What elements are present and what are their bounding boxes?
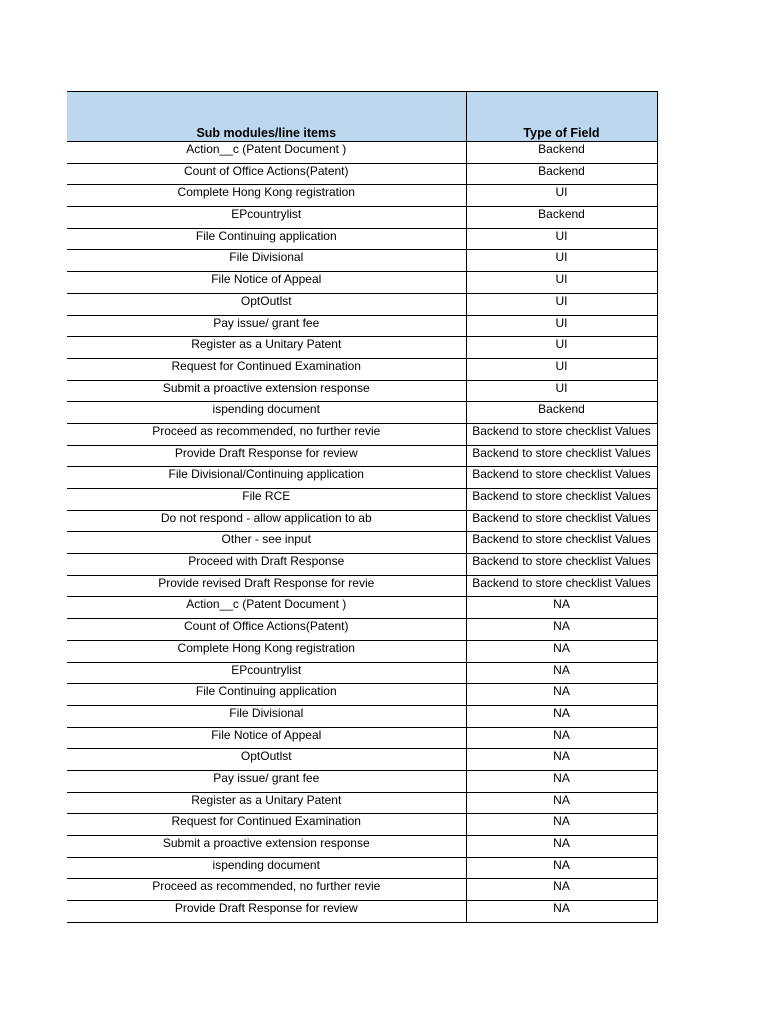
- field-type-cell: UI: [466, 380, 657, 402]
- sub-module-cell: Provide Draft Response for review: [67, 445, 466, 467]
- field-type-cell: NA: [466, 749, 657, 771]
- field-type-cell: Backend to store checklist Values: [466, 532, 657, 554]
- field-type-cell: UI: [466, 228, 657, 250]
- table-row: [67, 619, 657, 641]
- sub-module-cell: Request for Continued Examination: [67, 358, 466, 380]
- table-row: [67, 662, 657, 684]
- table-row: [67, 337, 657, 359]
- table-row: [67, 467, 657, 489]
- table-row: [67, 705, 657, 727]
- sub-module-cell: Action__c (Patent Document ): [67, 142, 466, 164]
- field-type-cell: NA: [466, 792, 657, 814]
- table-row: [67, 836, 657, 858]
- sub-module-cell: Do not respond - allow application to ab: [67, 510, 466, 532]
- table-row: [67, 228, 657, 250]
- table-row: [67, 185, 657, 207]
- table-row: [67, 770, 657, 792]
- field-type-cell: Backend to store checklist Values: [466, 467, 657, 489]
- sub-module-cell: File RCE: [67, 489, 466, 511]
- table-row: [67, 792, 657, 814]
- field-type-cell: NA: [466, 879, 657, 901]
- sub-module-cell: Provide revised Draft Response for revie: [67, 575, 466, 597]
- field-type-cell: Backend to store checklist Values: [466, 575, 657, 597]
- sub-module-cell: Provide Draft Response for review: [67, 901, 466, 923]
- spreadsheet-page: [67, 91, 657, 923]
- field-type-cell: NA: [466, 857, 657, 879]
- sub-module-cell: File Divisional/Continuing application: [67, 467, 466, 489]
- field-type-cell: Backend: [466, 402, 657, 424]
- field-type-cell: UI: [466, 337, 657, 359]
- header-type-of-field: Type of Field: [466, 92, 657, 142]
- field-type-cell: UI: [466, 185, 657, 207]
- sub-module-cell: Register as a Unitary Patent: [67, 337, 466, 359]
- table-row: [67, 640, 657, 662]
- table-row: [67, 489, 657, 511]
- table-body: [67, 142, 657, 923]
- field-type-cell: NA: [466, 662, 657, 684]
- sub-module-cell: Submit a proactive extension response: [67, 836, 466, 858]
- sub-module-cell: Action__c (Patent Document ): [67, 597, 466, 619]
- table-row: [67, 207, 657, 229]
- field-type-cell: Backend: [466, 142, 657, 164]
- sub-module-cell: File Notice of Appeal: [67, 272, 466, 294]
- sub-module-cell: ispending document: [67, 402, 466, 424]
- table-row: [67, 315, 657, 337]
- sub-module-cell: OptOutlst: [67, 749, 466, 771]
- table-row: [67, 814, 657, 836]
- table-row: [67, 510, 657, 532]
- field-type-cell: NA: [466, 727, 657, 749]
- table-row: [67, 684, 657, 706]
- field-type-cell: Backend to store checklist Values: [466, 423, 657, 445]
- table-row: [67, 554, 657, 576]
- table-row: [67, 423, 657, 445]
- table-row: [67, 879, 657, 901]
- table-row: [67, 272, 657, 294]
- sub-module-cell: Other - see input: [67, 532, 466, 554]
- table-row: [67, 575, 657, 597]
- field-type-cell: NA: [466, 836, 657, 858]
- table-row: [67, 532, 657, 554]
- sub-module-cell: Request for Continued Examination: [67, 814, 466, 836]
- field-type-cell: Backend to store checklist Values: [466, 554, 657, 576]
- sub-module-cell: Proceed as recommended, no further revie: [67, 879, 466, 901]
- header-row: [67, 92, 657, 142]
- field-type-cell: NA: [466, 619, 657, 641]
- field-type-cell: UI: [466, 272, 657, 294]
- sub-module-cell: Count of Office Actions(Patent): [67, 619, 466, 641]
- sub-module-cell: Pay issue/ grant fee: [67, 770, 466, 792]
- sub-module-cell: Pay issue/ grant fee: [67, 315, 466, 337]
- table-row: [67, 597, 657, 619]
- field-type-cell: NA: [466, 705, 657, 727]
- table-row: [67, 142, 657, 164]
- table-row: [67, 380, 657, 402]
- field-type-table: [67, 91, 658, 923]
- field-type-cell: NA: [466, 814, 657, 836]
- table-row: [67, 857, 657, 879]
- sub-module-cell: File Divisional: [67, 250, 466, 272]
- field-type-cell: UI: [466, 315, 657, 337]
- sub-module-cell: EPcountrylist: [67, 207, 466, 229]
- field-type-cell: Backend to store checklist Values: [466, 489, 657, 511]
- sub-module-cell: Complete Hong Kong registration: [67, 185, 466, 207]
- header-sub-modules: Sub modules/line items: [67, 92, 466, 142]
- field-type-cell: NA: [466, 684, 657, 706]
- field-type-cell: UI: [466, 358, 657, 380]
- sub-module-cell: File Divisional: [67, 705, 466, 727]
- field-type-cell: Backend: [466, 207, 657, 229]
- table-row: [67, 445, 657, 467]
- sub-module-cell: Proceed as recommended, no further revie: [67, 423, 466, 445]
- sub-module-cell: Register as a Unitary Patent: [67, 792, 466, 814]
- sub-module-cell: File Continuing application: [67, 228, 466, 250]
- sub-module-cell: Count of Office Actions(Patent): [67, 163, 466, 185]
- table-row: [67, 358, 657, 380]
- sub-module-cell: File Continuing application: [67, 684, 466, 706]
- table-row: [67, 749, 657, 771]
- table-row: [67, 250, 657, 272]
- sub-module-cell: File Notice of Appeal: [67, 727, 466, 749]
- field-type-cell: NA: [466, 597, 657, 619]
- field-type-cell: NA: [466, 770, 657, 792]
- field-type-cell: NA: [466, 640, 657, 662]
- table-row: [67, 293, 657, 315]
- field-type-cell: NA: [466, 901, 657, 923]
- table-row: [67, 727, 657, 749]
- field-type-cell: UI: [466, 250, 657, 272]
- sub-module-cell: Complete Hong Kong registration: [67, 640, 466, 662]
- sub-module-cell: EPcountrylist: [67, 662, 466, 684]
- sub-module-cell: Submit a proactive extension response: [67, 380, 466, 402]
- field-type-cell: Backend to store checklist Values: [466, 510, 657, 532]
- field-type-cell: Backend: [466, 163, 657, 185]
- field-type-cell: Backend to store checklist Values: [466, 445, 657, 467]
- sub-module-cell: ispending document: [67, 857, 466, 879]
- sub-module-cell: OptOutlst: [67, 293, 466, 315]
- table-row: [67, 163, 657, 185]
- table-row: [67, 402, 657, 424]
- table-row: [67, 901, 657, 923]
- sub-module-cell: Proceed with Draft Response: [67, 554, 466, 576]
- field-type-cell: UI: [466, 293, 657, 315]
